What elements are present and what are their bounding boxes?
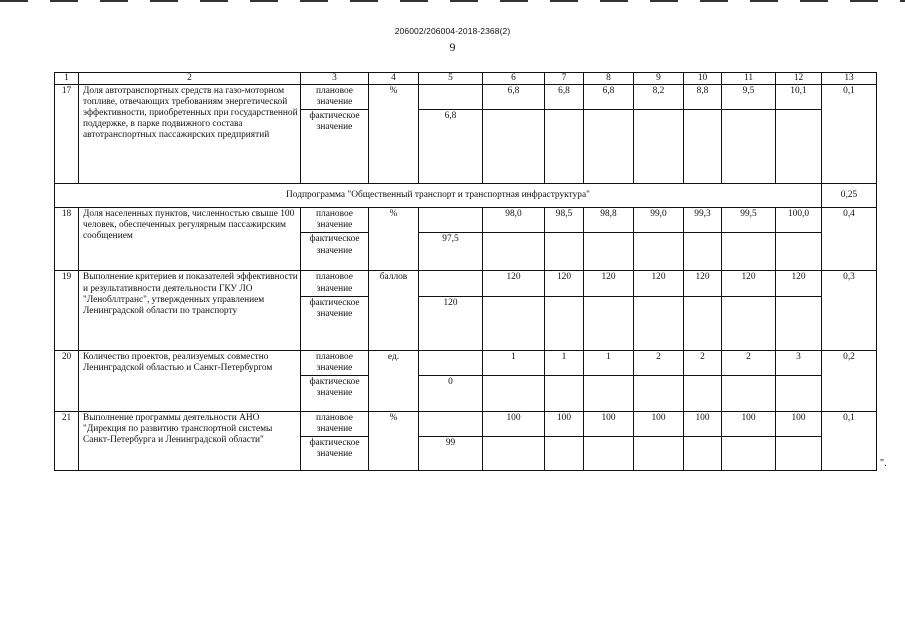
fact-value — [483, 375, 545, 411]
subprogram-title: Подпрограмма "Общественный транспорт и транспортная инфраструктура" — [55, 184, 822, 208]
plan-value: 3 — [776, 350, 822, 375]
row-number: 18 — [55, 208, 79, 271]
plan-value: 120 — [483, 271, 545, 296]
fact-value — [584, 296, 634, 350]
fact-value — [545, 437, 584, 471]
fact-value — [483, 437, 545, 471]
base-fact-value: 99 — [419, 437, 483, 471]
indicator-plan-row — [55, 208, 877, 233]
column-number: 5 — [419, 73, 483, 85]
indicator-name: Выполнение программы деятельности АНО "Дирекция по развитию транспортной системы Санкт-Петербурга и Ленинградской области" — [79, 411, 301, 470]
plan-value: 8,8 — [684, 85, 722, 110]
plan-value: 120 — [584, 271, 634, 296]
plan-value: 10,1 — [776, 85, 822, 110]
column-number: 2 — [79, 73, 301, 85]
indicator-name: Доля автотранспортных средств на газо-моторном топливе, отвечающих требованиям энергетической эффективности, приобретенных при государственной поддержке, в парке подвижного состава автотранспортных пассажирских предприятий — [79, 85, 301, 184]
plan-value: 100 — [634, 411, 684, 436]
fact-value — [684, 296, 722, 350]
fact-label: фактическое значение — [301, 110, 369, 184]
indicator-plan-row — [55, 85, 877, 110]
fact-label: фактическое значение — [301, 296, 369, 350]
unit-cell: % — [369, 208, 419, 271]
fact-value — [634, 110, 684, 184]
fact-value — [776, 233, 822, 271]
plan-value: 2 — [684, 350, 722, 375]
document-id: 206002/206004-2018-2368(2) — [394, 26, 511, 36]
fact-value — [684, 110, 722, 184]
fact-value — [545, 110, 584, 184]
plan-value: 120 — [776, 271, 822, 296]
column-number: 9 — [634, 73, 684, 85]
fact-value — [776, 296, 822, 350]
plan-label: плановое значение — [301, 208, 369, 233]
base-plan-value — [419, 271, 483, 296]
column-number: 12 — [776, 73, 822, 85]
plan-label: плановое значение — [301, 350, 369, 375]
plan-value: 6,8 — [545, 85, 584, 110]
base-plan-value — [419, 85, 483, 110]
unit-cell: % — [369, 411, 419, 470]
base-plan-value — [419, 208, 483, 233]
fact-value — [684, 437, 722, 471]
row-number: 17 — [55, 85, 79, 184]
fact-value — [584, 110, 634, 184]
row-number: 20 — [55, 350, 79, 411]
indicator-name: Количество проектов, реализуемых совместно Ленинградской областью и Санкт-Петербургом — [79, 350, 301, 411]
fact-label: фактическое значение — [301, 375, 369, 411]
plan-label: плановое значение — [301, 411, 369, 436]
plan-value: 100 — [545, 411, 584, 436]
column-number: 8 — [584, 73, 634, 85]
plan-value: 100 — [483, 411, 545, 436]
plan-value: 120 — [722, 271, 776, 296]
base-fact-value: 120 — [419, 296, 483, 350]
indicators-table — [54, 72, 877, 471]
indicator-plan-row — [55, 350, 877, 375]
fact-value — [584, 375, 634, 411]
trailing-mark: ". — [880, 458, 887, 469]
plan-value: 6,8 — [584, 85, 634, 110]
fact-value — [776, 437, 822, 471]
fact-value — [483, 233, 545, 271]
plan-value: 1 — [483, 350, 545, 375]
unit-cell: % — [369, 85, 419, 184]
plan-value: 120 — [634, 271, 684, 296]
column-number: 3 — [301, 73, 369, 85]
plan-value: 98,0 — [483, 208, 545, 233]
weight-cell: 0,1 — [822, 85, 877, 184]
fact-label: фактическое значение — [301, 437, 369, 471]
column-number: 11 — [722, 73, 776, 85]
weight-cell: 0,2 — [822, 350, 877, 411]
plan-value: 120 — [684, 271, 722, 296]
indicator-plan-row — [55, 411, 877, 436]
plan-value: 2 — [634, 350, 684, 375]
weight-cell: 0,3 — [822, 271, 877, 350]
fact-value — [684, 233, 722, 271]
plan-value: 98,5 — [545, 208, 584, 233]
plan-value: 6,8 — [483, 85, 545, 110]
fact-value — [722, 233, 776, 271]
fact-value — [684, 375, 722, 411]
plan-value: 98,8 — [584, 208, 634, 233]
column-number: 7 — [545, 73, 584, 85]
column-number: 6 — [483, 73, 545, 85]
column-number: 4 — [369, 73, 419, 85]
plan-value: 120 — [545, 271, 584, 296]
plan-value: 99,5 — [722, 208, 776, 233]
page-number: 9 — [449, 40, 456, 54]
fact-value — [634, 437, 684, 471]
fact-value — [545, 233, 584, 271]
column-number: 1 — [55, 73, 79, 85]
plan-value: 100,0 — [776, 208, 822, 233]
base-plan-value — [419, 411, 483, 436]
fact-value — [483, 110, 545, 184]
plan-value: 100 — [776, 411, 822, 436]
base-fact-value: 97,5 — [419, 233, 483, 271]
fact-value — [722, 437, 776, 471]
fact-value — [634, 375, 684, 411]
fact-label: фактическое значение — [301, 233, 369, 271]
indicator-name: Доля населенных пунктов, численностью свыше 100 человек, обеспеченных регулярным пассажирским сообщением — [79, 208, 301, 271]
plan-label: плановое значение — [301, 271, 369, 296]
fact-value — [483, 296, 545, 350]
fact-value — [776, 375, 822, 411]
fact-value — [634, 296, 684, 350]
plan-value: 2 — [722, 350, 776, 375]
plan-value: 99,3 — [684, 208, 722, 233]
plan-value: 99,0 — [634, 208, 684, 233]
weight-cell: 0,1 — [822, 411, 877, 470]
fact-value — [545, 375, 584, 411]
row-number: 21 — [55, 411, 79, 470]
fact-value — [722, 375, 776, 411]
fact-value — [545, 296, 584, 350]
plan-value: 9,5 — [722, 85, 776, 110]
fact-value — [634, 233, 684, 271]
plan-value: 1 — [545, 350, 584, 375]
row-number: 19 — [55, 271, 79, 350]
plan-value: 1 — [584, 350, 634, 375]
top-dashed-border — [0, 0, 905, 2]
indicator-plan-row — [55, 271, 877, 296]
column-number-row — [55, 73, 877, 85]
base-plan-value — [419, 350, 483, 375]
fact-value — [584, 233, 634, 271]
unit-cell: баллов — [369, 271, 419, 350]
subprogram-row — [55, 184, 877, 208]
base-fact-value: 0 — [419, 375, 483, 411]
plan-value: 100 — [722, 411, 776, 436]
plan-value: 100 — [584, 411, 634, 436]
indicator-name: Выполнение критериев и показателей эффективности и результативности деятельности ГКУ ЛО "Ленобллтранс", утвержденных управлением Ленинградской области по транспорту — [79, 271, 301, 350]
plan-value: 100 — [684, 411, 722, 436]
fact-value — [584, 437, 634, 471]
base-fact-value: 6,8 — [419, 110, 483, 184]
column-number: 10 — [684, 73, 722, 85]
column-number: 13 — [822, 73, 877, 85]
fact-value — [722, 296, 776, 350]
unit-cell: ед. — [369, 350, 419, 411]
plan-value: 8,2 — [634, 85, 684, 110]
weight-cell: 0,4 — [822, 208, 877, 271]
fact-value — [722, 110, 776, 184]
plan-label: плановое значение — [301, 85, 369, 110]
subprogram-weight: 0,25 — [822, 184, 877, 208]
fact-value — [776, 110, 822, 184]
